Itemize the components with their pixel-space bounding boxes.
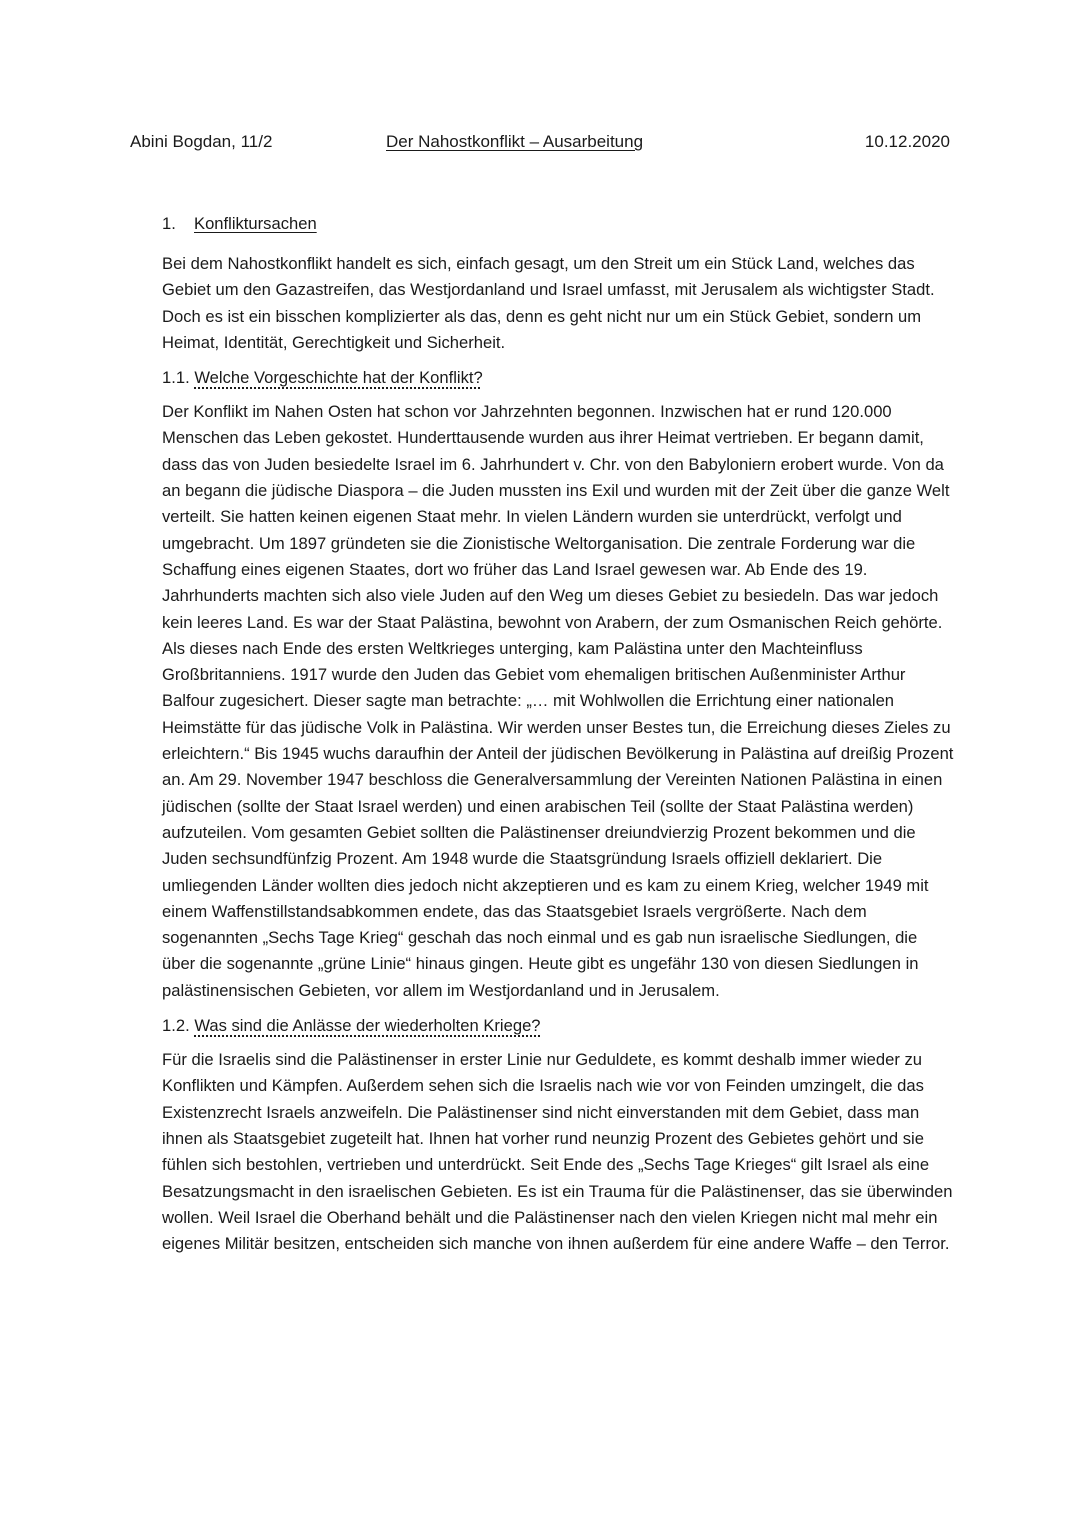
subsection-number: 1.1. <box>162 368 190 388</box>
subsection-paragraph-1-1: Der Konflikt im Nahen Osten hat schon vor Jahrzehnten begonnen. Inzwischen hat er rund 120.000 Menschen das Leben gekostet. Hunderttausende wurden aus ihrer Heimat vertrieben. Er begann damit, dass das von Juden besiedelte Israel im 6. Jahrhundert v. Chr. von den Babyloniern erobert wurde. Von da an begann die jüdische Diaspora – die Juden mussten ins Exil und wurden mit der Zeit über die ganze Welt verteilt. Sie hatten keinen eigenen Staat mehr. In vielen Ländern wurden sie unterdrückt, verfolgt und umgebracht. Um 1897 gründeten sie die Zionistische Weltorganisation. Die zentrale Forderung war die Schaffung eines eigenen Staates, dort wo früher das Land Israel gewesen war. Ab Ende des 19. Jahrhunderts machten sich also viele Juden auf den Weg um dieses Gebiet zu besiedeln. Das war jedoch kein leeres Land. Es war der Staat Palästina, bewohnt von Arabern, der zum Osmanischen Reich gehörte. Als dieses nach Ende des ersten Weltkrieges unterging, kam Palästina unter den Machteinfluss Großbritanniens. 1917 wurde den Juden das Gebiet vom ehemaligen britischen Außenminister Arthur Balfour zugesichert. Dieser sagte man betrachte: „… mit Wohlwollen die Errichtung einer nationalen Heimstätte für das jüdische Volk in Palästina. Wir werden unser Bestes tun, die Erreichung dieses Zieles zu erleichtern.“ Bis 1945 wuchs daraufhin der Anteil der jüdischen Bevölkerung in Palästina auf dreißig Prozent an. Am 29. November 1947 beschloss die Generalversammlung der Vereinten Nationen Palästina in einen jüdischen (sollte der Staat Israel werden) und einen arabischen Teil (sollte der Staat Palästina werden) aufzuteilen. Vom gesamten Gebiet sollten die Palästinenser dreiundvierzig Prozent bekommen und die Juden sechsundfünfzig Prozent. Am 1948 wurde die Staatsgründung Israels offiziell deklariert. Die umliegenden Länder wollten dies jedoch nicht akzeptieren und es kam zu einem Krieg, welcher 1949 mit einem Waffenstillstandsabkommen endete, das das Staatsgebiet Israels vergrößerte. Nach dem sogenannten „Sechs Tage Krieg“ geschah das noch einmal und es gab nun israelische Siedlungen, die über die sogenannte „grüne Linie“ hinaus gingen. Heute gibt es ungefähr 130 von diesen Siedlungen in palästinensischen Gebieten, vor allem im Westjordanland und in Jerusalem. <box>162 402 954 1000</box>
document-title: Der Nahostkonflikt – Ausarbeitung <box>386 132 644 151</box>
subsection-title: Welche Vorgeschichte hat der Konflikt? <box>194 368 483 388</box>
section-heading-1 <box>162 211 954 237</box>
author-line: Abini Bogdan, 11/2 <box>130 132 273 151</box>
page-header <box>130 130 950 154</box>
document-body <box>162 211 954 1266</box>
subsection-heading-1-1 <box>162 365 954 391</box>
document-date: 10.12.2020 <box>864 132 950 151</box>
subsection-number: 1.2. <box>162 1016 190 1036</box>
subsection-paragraph-1-2: Für die Israelis sind die Palästinenser in erster Linie nur Geduldete, es kommt deshalb immer wieder zu Konflikten und Kämpfen. Außerdem sehen sich die Israelis nach wie vor von Feinden umzingelt, die das Existenzrecht Israels anzweifeln. Die Palästinenser sind nicht einverstanden mit dem Gebiet, dass man ihnen als Staatsgebiet zugeteilt hat. Ihnen hat vorher rund neunzig Prozent des Gebietes gehört und sie fühlen sich bestohlen, vertrieben und unterdrückt. Seit Ende des „Sechs Tage Krieges“ gilt Israel als eine Besatzungsmacht in den israelischen Gebieten. Es ist ein Trauma für die Palästinenser, das sie überwinden wollen. Weil Israel die Oberhand behält und die Palästinenser nach den vielen Kriegen nicht mal mehr ein eigenes Militär besitzen, entscheiden sich manche von ihnen außerdem für eine andere Waffe – den Terror. <box>162 1050 953 1254</box>
subsection-heading-1-2 <box>162 1013 954 1039</box>
subsection-title: Was sind die Anlässe der wiederholten Kriege? <box>194 1016 541 1036</box>
section-title: Konfliktursachen <box>194 214 317 233</box>
section-number: 1. <box>162 214 176 233</box>
section-paragraph-1: Bei dem Nahostkonflikt handelt es sich, einfach gesagt, um den Streit um ein Stück Land, welches das Gebiet um den Gazastreifen, das Westjordanland und Israel umfasst, mit Jerusalem als wichtigster Stadt. Doch es ist ein bisschen komplizierter als das, denn es geht nicht nur um ein Stück Gebiet, sondern um Heimat, Identität, Gerechtigkeit und Sicherheit. <box>162 254 935 352</box>
